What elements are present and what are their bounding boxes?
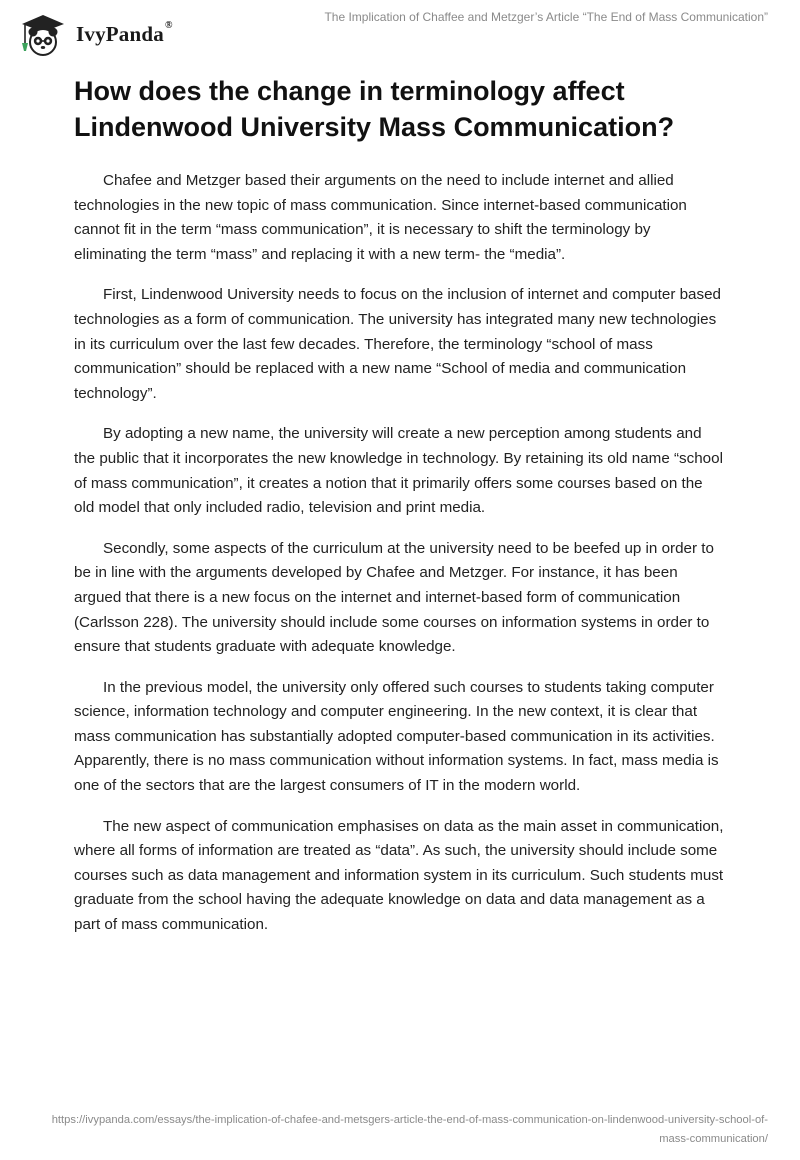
paragraph: In the previous model, the university only offered such courses to students taking computer science, information technology and computer engineering. In the new context, it is clear that mass communication has substantially adopted computer-based communication in its activities. Apparently, there is no mass communication without information systems. In fact, mass media is one of the sectors that are the largest consumers of IT in the modern world. xyxy=(74,678,719,795)
brand-text: IvyPanda xyxy=(76,21,164,46)
registered-mark: ® xyxy=(164,19,173,31)
paragraph: First, Lindenwood University needs to focus on the inclusion of internet and computer based technologies as a form of communication. The university has integrated many new technologies in its curriculum over the last few decades. Therefore, the terminology “school of mass communication” should be replaced with a new name “School of media and communication technology”. xyxy=(74,286,721,402)
document-title: The Implication of Chaffee and Metzger’s Article “The End of Mass Communication” xyxy=(324,10,768,24)
ivypanda-logo[interactable] xyxy=(14,10,173,58)
page-header xyxy=(0,0,800,70)
brand-name xyxy=(76,19,173,47)
source-url[interactable]: https://ivypanda.com/essays/the-implication-of-chafee-and-metsgers-article-the-end-of-mass-communication-on-lindenwood-university-school-of-mass-communication/ xyxy=(51,1114,768,1145)
section-heading: How does the change in terminology affect Lindenwood University Mass Communication? xyxy=(74,76,675,142)
article-body xyxy=(74,73,726,954)
paragraph: By adopting a new name, the university will create a new perception among students and the public that it incorporates the new knowledge in technology. By retaining its old name “school of mass communication”, it creates a notion that it primarily offers some courses based on the old model that only included radio, television and print media. xyxy=(74,425,723,517)
paragraph-list xyxy=(74,169,726,938)
paragraph: Secondly, some aspects of the curriculum at the university need to be beefed up in order to be in line with the arguments developed by Chafee and Metzger. For instance, it has been argued that there is a new focus on the internet and internet-based form of communication (Carlsson 228). The university should include some courses on information systems in order to ensure that students graduate with adequate knowledge. xyxy=(74,539,714,656)
paragraph: The new aspect of communication emphasises on data as the main asset in communication, where all forms of information are treated as “data”. As such, the university should include some courses such as data management and information system in its curriculum. Such students must graduate from the school having the adequate knowledge on data and data management as a part of mass communication. xyxy=(74,817,724,934)
graduation-panda-icon xyxy=(14,10,72,58)
paragraph: Chafee and Metzger based their arguments on the need to include internet and allied technologies in the new topic of mass communication. Since internet-based communication cannot fit in the term “mass communication”, it is necessary to shift the terminology by eliminating the term “mass” and replacing it with a new term- the “media”. xyxy=(74,172,687,263)
